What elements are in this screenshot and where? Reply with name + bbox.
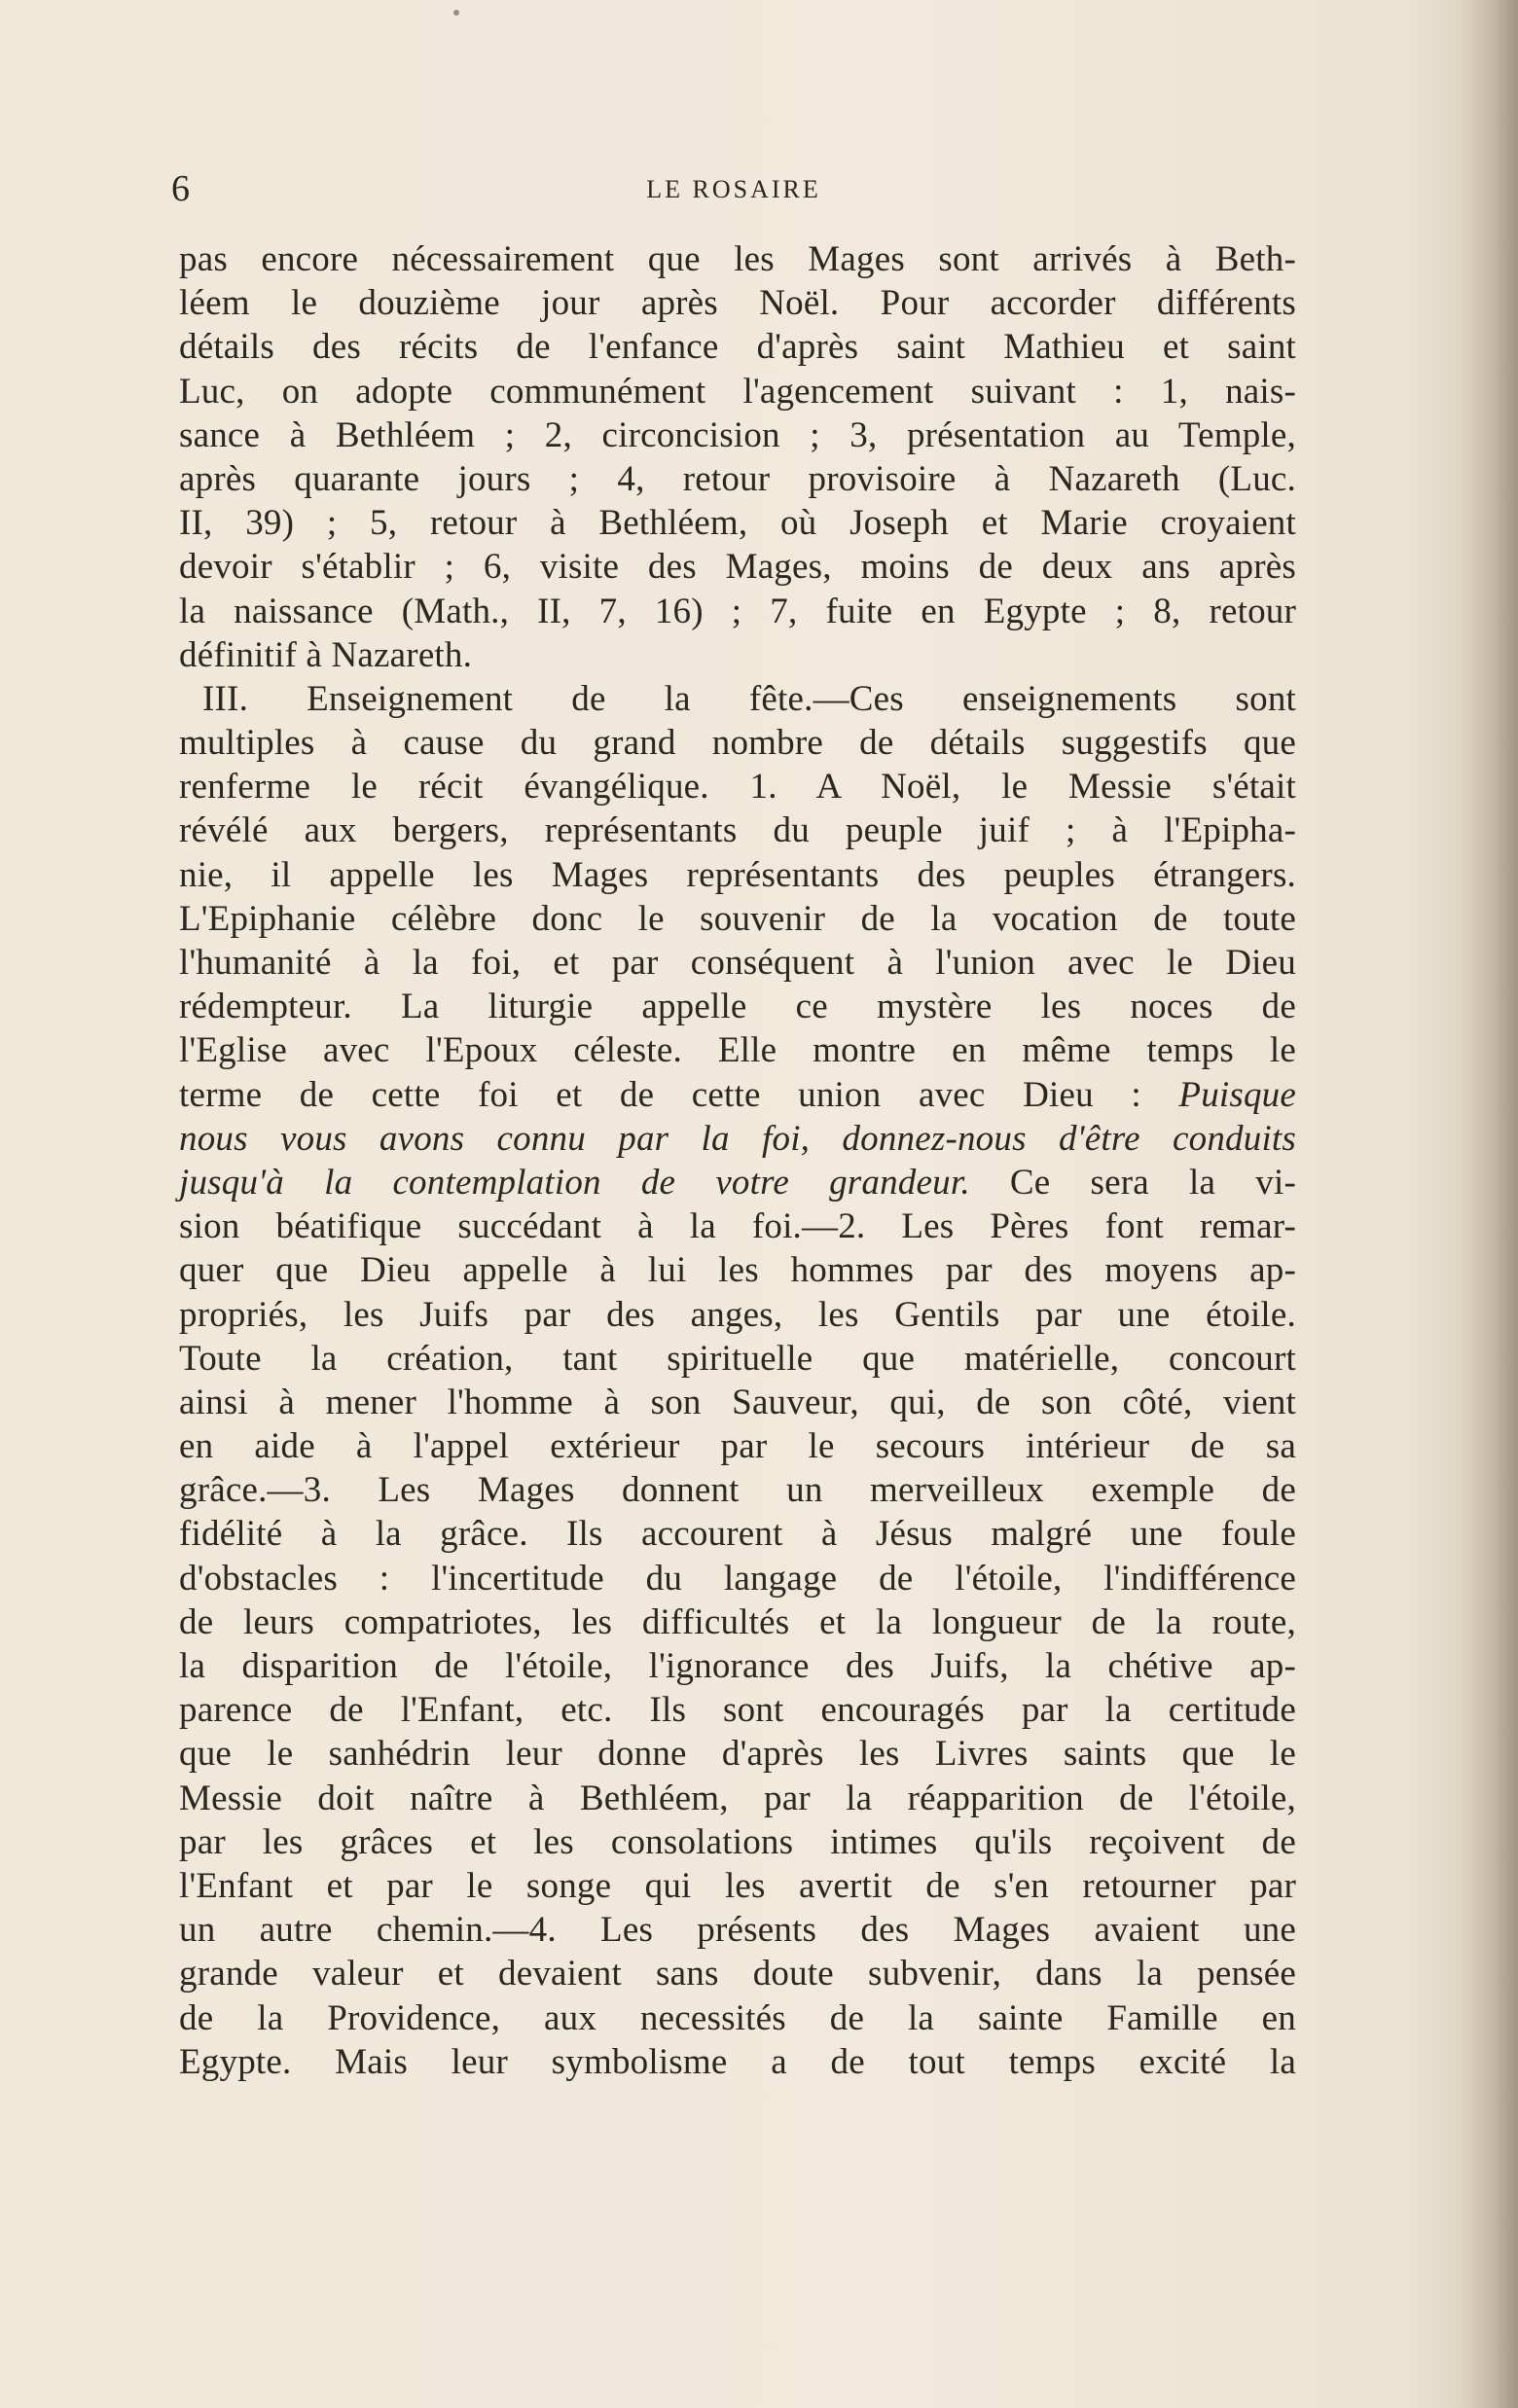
text-line: Luc, on adopte communément l'agencement suivant : 1, nais-: [179, 371, 1296, 412]
text-line: parence de l'Enfant, etc. Ils sont encouragés par la certitude: [179, 1690, 1296, 1731]
text-line: la naissance (Math., II, 7, 16) ; 7, fuite en Egypte ; 8, retour: [179, 591, 1296, 631]
text-line-with-quote-start: [179, 1073, 1296, 1117]
text-line: que le sanhédrin leur donne d'après les Livres saints que le: [179, 1734, 1296, 1775]
page-number: 6: [171, 168, 190, 209]
page-header: [171, 167, 1296, 216]
text-line: l'Eglise avec l'Epoux céleste. Elle montre en même temps le: [179, 1030, 1296, 1071]
text-line: multiples à cause du grand nombre de détails suggestifs que: [179, 723, 1296, 764]
text-line: renferme le récit évangélique. 1. A Noël, le Messie s'était: [179, 767, 1296, 808]
italic-quote-line: nous vous avons connu par la foi, donnez-nous d'être conduits: [179, 1118, 1296, 1159]
text-line: sion béatifique succédant à la foi.—2. Les Pères font remar-: [179, 1206, 1296, 1247]
text-line: Egypte. Mais leur symbolisme a de tout temps excité la: [179, 2041, 1296, 2082]
page-edge-shadow: [1460, 0, 1518, 2408]
text-line: propriés, les Juifs par des anges, les Gentils par une étoile.: [179, 1294, 1296, 1335]
text-line: l'Enfant et par le songe qui les avertit de s'en retourner par: [179, 1865, 1296, 1906]
text-line: de leurs compatriotes, les difficultés et la longueur de la route,: [179, 1601, 1296, 1642]
quote-tail: Ce sera la vi-: [969, 1162, 1296, 1203]
text-line: Messie doit naître à Bethléem, par la réapparition de l'étoile,: [179, 1778, 1296, 1818]
running-head: LE ROSAIRE: [646, 175, 821, 203]
text-line: révélé aux bergers, représentants du peuple juif ; à l'Epipha-: [179, 810, 1296, 851]
text-line: fidélité à la grâce. Ils accourent à Jésus malgré une foule: [179, 1514, 1296, 1555]
text-line: pas encore nécessairement que les Mages sont arrivés à Beth-: [179, 239, 1296, 279]
body-text: [179, 237, 1296, 2084]
text-line: devoir s'établir ; 6, visite des Mages, moins de deux ans après: [179, 547, 1296, 588]
text-line: rédempteur. La liturgie appelle ce mystère les noces de: [179, 987, 1296, 1027]
text-line: de la Providence, aux necessités de la sainte Famille en: [179, 1997, 1296, 2038]
text-line: grande valeur et devaient sans doute subvenir, dans la pensée: [179, 1954, 1296, 1995]
text-line: nie, il appelle les Mages représentants des peuples étrangers.: [179, 854, 1296, 895]
text-line: Toute la création, tant spirituelle que matérielle, concourt: [179, 1338, 1296, 1379]
text-line: par les grâces et les consolations intimes qu'ils reçoivent de: [179, 1821, 1296, 1862]
section-heading-line: III. Enseignement de la fête.—Ces enseignements sont: [202, 678, 1296, 719]
text-line: d'obstacles : l'incertitude du langage de l'étoile, l'indifférence: [179, 1558, 1296, 1599]
text-line-with-quote-end: [179, 1161, 1296, 1204]
text-line: détails des récits de l'enfance d'après saint Mathieu et saint: [179, 327, 1296, 368]
text-line: grâce.—3. Les Mages donnent un merveilleux exemple de: [179, 1470, 1296, 1511]
text-line: L'Epiphanie célèbre donc le souvenir de la vocation de toute: [179, 898, 1296, 939]
text-line: après quarante jours ; 4, retour provisoire à Nazareth (Luc.: [179, 458, 1296, 499]
text-line: II, 39) ; 5, retour à Bethléem, où Joseph et Marie croyaient: [179, 503, 1296, 544]
text-line: un autre chemin.—4. Les présents des Mages avaient une: [179, 1910, 1296, 1951]
text-line: quer que Dieu appelle à lui les hommes par des moyens ap-: [179, 1250, 1296, 1291]
ink-speck: [453, 10, 459, 16]
text-line: la disparition de l'étoile, l'ignorance des Juifs, la chétive ap-: [179, 1646, 1296, 1686]
text-line: sance à Bethléem ; 2, circoncision ; 3, présentation au Temple,: [179, 414, 1296, 455]
text-line-paragraph-end: définitif à Nazareth.: [179, 634, 473, 675]
italic-quote: jusqu'à la contemplation de votre grandeur.: [179, 1162, 970, 1203]
text-line: en aide à l'appel extérieur par le secours intérieur de sa: [179, 1426, 1296, 1467]
text-line: léem le douzième jour après Noël. Pour accorder différents: [179, 283, 1296, 324]
text-line: l'humanité à la foi, et par conséquent à l'union avec le Dieu: [179, 943, 1296, 983]
italic-quote: Puisque: [1178, 1074, 1296, 1115]
text-line: ainsi à mener l'homme à son Sauveur, qui, de son côté, vient: [179, 1382, 1296, 1422]
quote-lead: terme de cette foi et de cette union avec Dieu :: [179, 1074, 1179, 1115]
